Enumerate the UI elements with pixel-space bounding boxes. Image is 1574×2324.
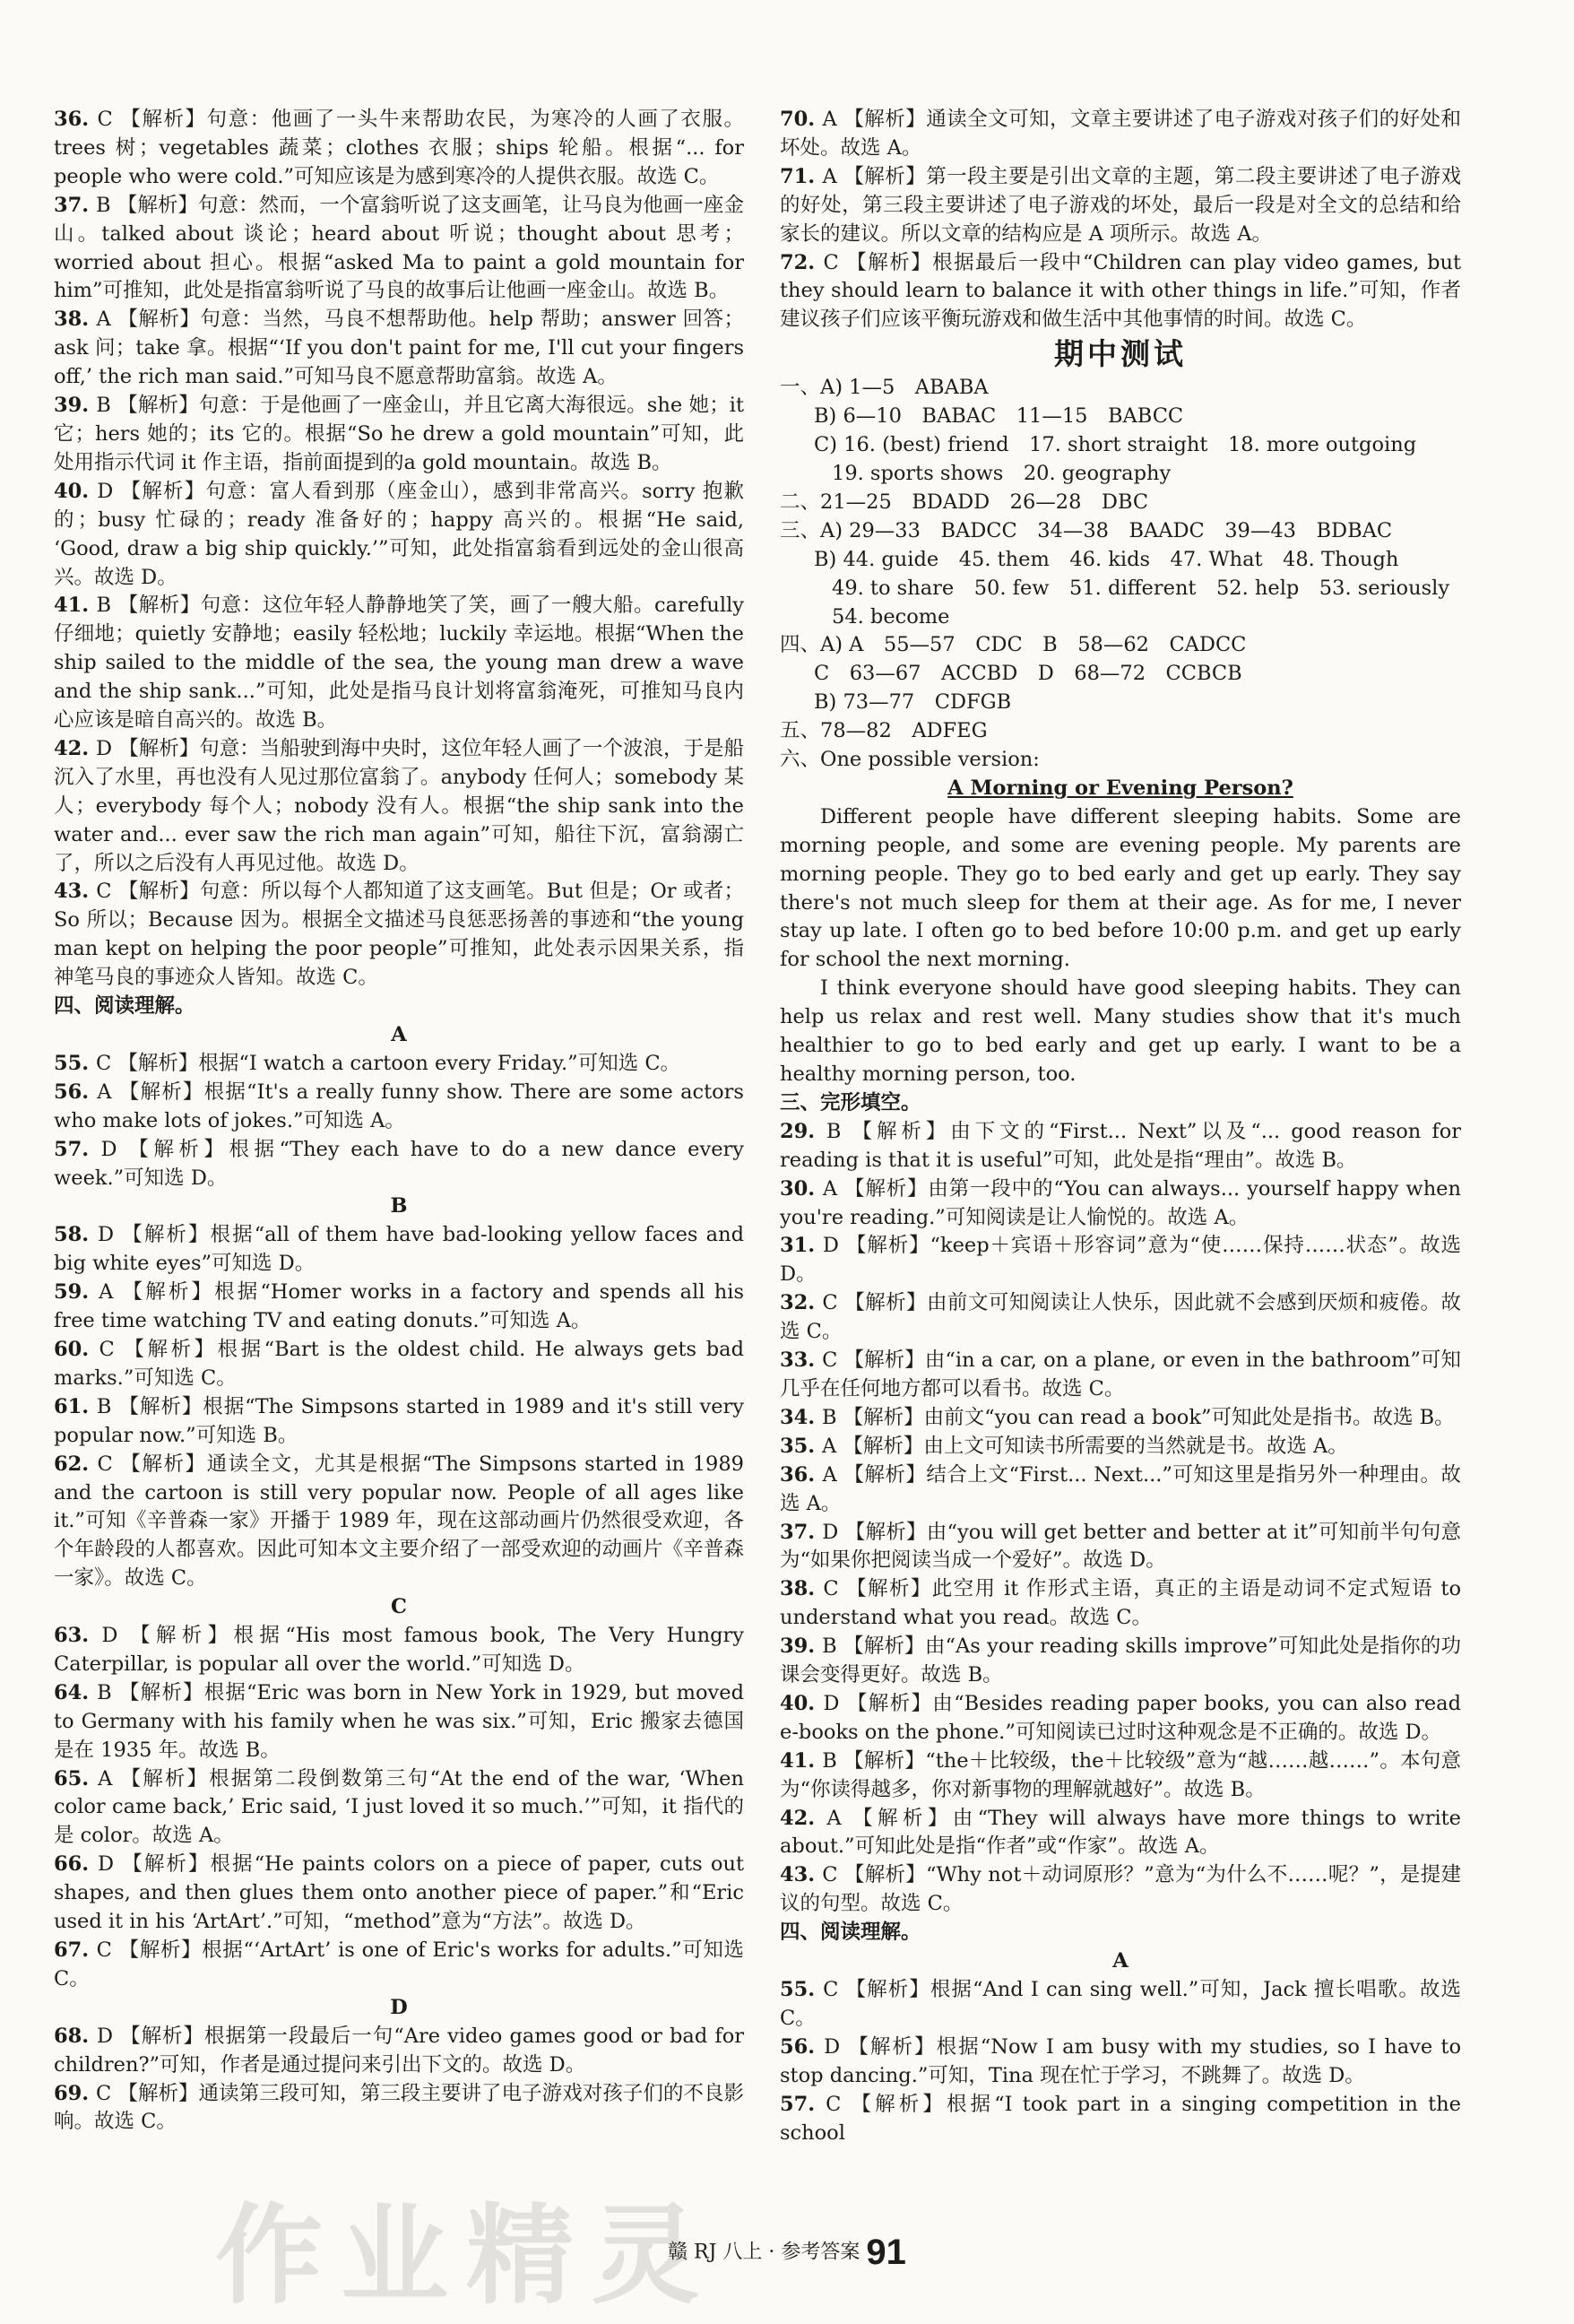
explanation-text: C 【解析】由“in a car, on a plane, or even in the bathroom”可知几乎在任何地方都可以看书。故选 C。 <box>780 1348 1461 1400</box>
essay-body <box>780 803 1461 1089</box>
answer-key-line: 19. sports shows 20. geography <box>832 461 1172 485</box>
answer-explanation <box>54 1765 744 1851</box>
question-number: 39. <box>780 1635 823 1659</box>
answer-explanation <box>780 2034 1461 2091</box>
question-number: 55. <box>780 1978 824 2001</box>
answer-explanation <box>54 735 744 879</box>
explanation-text: B 【解析】由下文的“First... Next”以及“... good reason for reading is that it is useful”可知，此处是指“理由”。故选 B。 <box>780 1119 1462 1172</box>
answer-explanation <box>54 1336 744 1393</box>
question-number: 36. <box>780 1462 823 1487</box>
answer-explanation <box>780 1633 1461 1690</box>
explanation-text: B 【解析】由“As your reading skills improve”可知此处是指你的功课会变得更好。故选 B。 <box>780 1635 1461 1687</box>
question-number: 57. <box>54 1137 101 1161</box>
answer-explanation <box>780 1232 1461 1289</box>
explanation-text: C 【解析】通读第三段可知，第三段主要讲了电子游戏对孩子们的不良影响。故选 C。 <box>54 2081 744 2134</box>
answer-explanation <box>780 106 1461 163</box>
question-number: 71. <box>780 164 823 188</box>
question-number: 37. <box>54 193 97 217</box>
explanation-text: C 【解析】根据“Bart is the oldest child. He always gets bad marks.”可知选 C。 <box>54 1337 744 1390</box>
answer-explanation <box>54 2023 744 2080</box>
question-number: 59. <box>54 1280 99 1305</box>
passage-label: B <box>390 1194 408 1218</box>
question-number: 66. <box>54 1852 99 1877</box>
question-number: 32. <box>780 1291 823 1315</box>
question-number: 68. <box>54 2024 97 2048</box>
explanation-text: A 【解析】第一段主要是引出文章的主题，第二段主要讲述了电子游戏的好处，第三段主要讲述了电子游戏的坏处，最后一段是对全文的总结和给家长的建议。所以文章的结构应是 A 项所示。故选 A。 <box>780 164 1461 246</box>
explanation-text: D 【解析】“keep＋宾语＋形容词”意为“使……保持……状态”。故选 D。 <box>780 1234 1461 1287</box>
explanation-text: D 【解析】根据“He paints colors on a piece of paper, cuts out shapes, and then glues them onto another piece of paper.”和“Eric used it in his ‘ArtArt’.”可知，“method”意为“方法”。故选 D。 <box>54 1852 744 1934</box>
explanation-text: C 【解析】句意：他画了一头牛来帮助农民，为寒冷的人画了衣服。trees 树；vegetables 蔬菜；clothes 衣服；ships 轮船。根据“... for people who were cold.”可知应该是为感到寒冷的人提供衣服。故选 C。 <box>54 108 744 188</box>
answer-key-line: B) 73—77 CDFGB <box>814 690 1012 715</box>
answer-explanation <box>54 1937 744 1994</box>
answer-explanation <box>780 1690 1461 1747</box>
answer-key-line: 二、21—25 BDADD 26—28 DBC <box>780 490 1149 514</box>
section-heading: 四、阅读理解。 <box>54 994 195 1019</box>
question-number: 29. <box>780 1119 826 1143</box>
answer-explanation <box>54 878 744 993</box>
answer-explanation <box>780 1118 1461 1175</box>
passage-label: C <box>391 1595 407 1619</box>
question-number: 33. <box>780 1348 823 1373</box>
question-number: 39. <box>54 394 97 418</box>
answer-explanation <box>780 2091 1461 2148</box>
question-number: 40. <box>780 1691 824 1715</box>
question-number: 43. <box>54 880 97 904</box>
question-number: 64. <box>54 1680 98 1704</box>
answer-explanation <box>54 192 744 307</box>
answer-explanation <box>54 1393 744 1451</box>
answer-explanation <box>780 1747 1461 1805</box>
explanation-text: D 【解析】由“you will get better and better at it”可知前半句句意为“如果你把阅读当成一个爱好”。故选 D。 <box>780 1520 1461 1573</box>
question-number: 70. <box>780 108 823 131</box>
watermark: 作业精灵 <box>215 2194 717 2319</box>
essay-paragraph: I think everyone should have good sleeping habits. They can help us relax and rest well. Many studies show that it's much healthier to go to bed early and get up early. I want to be a healthy morning person, too. <box>780 976 1461 1086</box>
question-number: 69. <box>54 2081 97 2105</box>
question-number: 41. <box>54 594 97 618</box>
explanation-text: C 【解析】根据“And I can sing well.”可知，Jack 擅长唱歌。故选 C。 <box>780 1978 1461 2030</box>
explanation-text: A 【解析】根据“Homer works in a factory and spends all his free time watching TV and eating donuts.”可知选 A。 <box>54 1280 744 1333</box>
passage-label: D <box>390 1995 408 2019</box>
question-number: 42. <box>780 1806 827 1830</box>
passage-label: A <box>1112 1949 1129 1973</box>
answer-explanation <box>54 478 744 593</box>
explanation-text: C 【解析】通读全文，尤其是根据“The Simpsons started in 1989 and the cartoon is still very popular now. People of all ages like it.”可知《辛普森一家》开播于 1989 年，现在这部动画片仍然很受欢迎，各个年龄段的人都喜欢。因此可知本文主要介绍了一部受欢迎的动画片《辛普森一家》。故选 C。 <box>54 1452 744 1591</box>
left-column <box>54 106 744 2137</box>
question-number: 62. <box>54 1452 98 1476</box>
answer-explanation <box>54 1050 744 1079</box>
explanation-text: D 【解析】根据“They each have to do a new dance every week.”可知选 D。 <box>54 1137 744 1190</box>
answer-explanation <box>54 1079 744 1136</box>
footer-label: 赣 RJ 八上 · 参考答案 <box>668 2241 861 2264</box>
explanation-text: C 【解析】“Why not＋动词原形？”意为“为什么不……呢？”，是提建议的句型。故选 C。 <box>780 1863 1461 1916</box>
passage-label: A <box>391 1023 407 1046</box>
answer-key-line: B) 6—10 BABAC 11—15 BABCC <box>814 404 1184 429</box>
explanation-text: C 【解析】根据“I watch a cartoon every Friday.”可知选 C。 <box>95 1051 681 1075</box>
answer-key-line: 四、A) A 55—57 CDC B 58—62 CADCC <box>780 633 1247 657</box>
question-number: 42. <box>54 736 96 760</box>
explanation-text: B 【解析】根据“The Simpsons started in 1989 and it's still very popular now.”可知选 B。 <box>54 1394 744 1447</box>
answer-explanation <box>54 392 744 478</box>
answer-key-line: B) 44. guide 45. them 46. kids 47. What 48. Though <box>814 547 1399 571</box>
answer-explanation <box>780 1175 1461 1233</box>
question-number: 63. <box>54 1624 102 1648</box>
answer-explanation <box>54 106 744 192</box>
question-number: 34. <box>780 1405 822 1429</box>
question-number: 65. <box>54 1766 99 1791</box>
question-number: 56. <box>780 2034 825 2059</box>
explanation-text: C 【解析】根据“I took part in a singing competition in the school <box>780 2092 1461 2145</box>
right-top-explanations <box>780 106 1461 334</box>
explanation-text: A 【解析】由“They will always have more things to write about.”可知此处是指“作者”或“作家”。故选 A。 <box>780 1806 1462 1859</box>
question-number: 67. <box>54 1938 97 1962</box>
explanation-text: B 【解析】根据“Eric was born in New York in 1929, but moved to Germany with his family when he was six.”可知，Eric 搬家去德国是在 1935 年。故选 B。 <box>54 1680 744 1762</box>
explanation-text: A 【解析】根据“It's a really funny show. There are some actors who make lots of jokes.”可知选 A。 <box>54 1080 744 1132</box>
answer-explanation <box>54 1679 744 1765</box>
right-column <box>780 106 1461 2147</box>
essay-title: A Morning or Evening Person? <box>947 776 1293 800</box>
answer-explanation <box>54 592 744 735</box>
question-number: 43. <box>780 1863 823 1887</box>
answer-explanation <box>780 1805 1461 1862</box>
section-heading: 四、阅读理解。 <box>780 1921 921 1945</box>
answer-explanation <box>780 1976 1461 2034</box>
page-number: 91 <box>866 2233 906 2272</box>
explanation-text: D 【解析】根据“Now I am busy with my studies, so I have to stop dancing.”可知，Tina 现在忙于学习，不跳舞了。故选 D。 <box>780 2034 1461 2087</box>
answer-explanation <box>54 1136 744 1193</box>
explanation-text: B 【解析】句意：这位年轻人静静地笑了笑，画了一艘大船。carefully 仔细地；quietly 安静地；easily 轻松地；luckily 幸运地。根据“When the ship sailed to the middle of the sea, the young man drew a wave and the ship sank...”可知，此处是指马良计划将富翁淹死，可推知马良内心应该是暗自高兴的。故选 B。 <box>54 594 744 733</box>
answer-key-line: 六、One possible version: <box>780 748 1040 772</box>
answer-explanation <box>780 249 1461 335</box>
question-number: 61. <box>54 1394 97 1418</box>
answer-explanation <box>780 1575 1461 1633</box>
explanation-text: D 【解析】句意：当船驶到海中央时，这位年轻人画了一个波浪，于是船沉入了水里，再也没有人见过那位富翁了。anybody 任何人；somebody 某人；everybody 每个人；nobody 没有人。根据“the ship sank into the water and... ever saw the rich man again”可知，船往下沉，富翁溺亡了，所以之后没有人再见过他。故选 D。 <box>54 736 744 875</box>
question-number: 41. <box>780 1748 823 1773</box>
answer-key-line: 一、A) 1—5 ABABA <box>780 376 989 400</box>
essay-paragraph: Different people have different sleeping habits. Some are morning people, and some are evening people. My parents are morning people. They go to bed early and get up early. They say there's not much sleep for them at their age. As for me, I never stay up late. I often go to bed before 10:00 p.m. and get up early for school the next morning. <box>780 804 1461 972</box>
explanation-text: A 【解析】根据第二段倒数第三句“At the end of the war, ‘When color came back,’ Eric said, ‘I just loved it so much.’”可知，it 指代的是 color。故选 A。 <box>54 1766 744 1848</box>
explanation-text: D 【解析】句意：富人看到那（座金山），感到非常高兴。sorry 抱歉的；busy 忙碌的；ready 准备好的；happy 高兴的。根据“He said, ‘Good, draw a big ship quickly.’”可知，此处指富翁看到远处的金山很高兴。故选 D。 <box>54 479 744 589</box>
explanation-text: A 【解析】通读全文可知，文章主要讲述了电子游戏对孩子们的好处和坏处。故选 A。 <box>780 108 1461 160</box>
answer-key-line: C 63—67 ACCBD D 68—72 CCBCB <box>814 662 1242 686</box>
answer-explanation <box>780 1519 1461 1576</box>
question-number: 40. <box>54 479 98 503</box>
answer-explanation <box>780 1289 1461 1347</box>
question-number: 60. <box>54 1337 99 1361</box>
explanation-text: A 【解析】由第一段中的“You can always... yourself happy when you're reading.”可知阅读是让人愉悦的。故选 A。 <box>780 1176 1461 1229</box>
page-footer <box>0 2233 1574 2273</box>
question-number: 30. <box>780 1176 823 1201</box>
explanation-text: C 【解析】句意：所以每个人都知道了这支画笔。But 但是；Or 或者；So 所以；Because 因为。根据全文描述马良惩恶扬善的事迹和“the young man kept on helping the poor people”可推知，此处表示因果关系，指神笔马良的事迹众人皆知。故选 C。 <box>54 880 744 990</box>
answer-explanation <box>54 1622 744 1679</box>
question-number: 38. <box>780 1577 824 1601</box>
explanation-text: B 【解析】“the＋比较级，the＋比较级”意为“越……越……”。本句意为“你读得越多，你对新事物的理解就越好”。故选 B。 <box>780 1748 1461 1801</box>
answer-explanation <box>54 1279 744 1336</box>
midterm-title: 期中测试 <box>1054 336 1187 372</box>
answer-explanation <box>54 1851 744 1937</box>
explanation-text: B 【解析】句意：然而，一个富翁听说了这支画笔，让马良为他画一座金山。talked about 谈论；heard about 听说；thought about 思考；worried about 担心。根据“asked Ma to paint a gold mountain for him”可推知，此处是指富翁听说了马良的故事后让他画一座金山。故选 B。 <box>54 193 744 303</box>
answer-explanation <box>780 1347 1461 1404</box>
question-number: 57. <box>780 2092 826 2116</box>
explanation-text: C 【解析】根据“‘ArtArt’ is one of Eric's works for adults.”可知选 C。 <box>54 1938 744 1990</box>
answer-explanation <box>780 1461 1461 1519</box>
question-number: 35. <box>780 1434 822 1458</box>
explanation-text: C 【解析】由前文可知阅读让人快乐，因此就不会感到厌烦和疲倦。故选 C。 <box>780 1291 1461 1344</box>
answer-key-line: 54. become <box>832 604 950 629</box>
question-number: 31. <box>780 1234 823 1258</box>
answer-key-line: 49. to share 50. few 51. different 52. help 53. seriously <box>832 576 1450 600</box>
explanation-text: B 【解析】句意：于是他画了一座金山，并且它离大海很远。she 她；it 它；hers 她的；its 它的。根据“So he drew a gold mountain”可知，此处用指示代词 it 作主语，指前面提到的a gold mountain。故选 B。 <box>54 394 744 474</box>
explanation-text: C 【解析】此空用 it 作形式主语，真正的主语是动词不定式短语 to understand what you read。故选 C。 <box>780 1577 1462 1630</box>
explanation-text: D 【解析】根据“His most famous book, The Very Hungry Caterpillar, is popular all over the world.”可知选 D。 <box>54 1624 745 1676</box>
right-bottom-explanations <box>780 1089 1461 2148</box>
question-number: 38. <box>54 308 97 332</box>
answer-explanation <box>780 1404 1461 1433</box>
section-heading: 三、完形填空。 <box>780 1090 921 1114</box>
midterm-answer-key <box>780 374 1461 775</box>
answer-explanation <box>54 2080 744 2138</box>
explanation-text: D 【解析】根据“all of them have bad-looking yellow faces and big white eyes”可知选 D。 <box>54 1223 744 1276</box>
answer-explanation <box>54 306 744 392</box>
question-number: 36. <box>54 108 98 131</box>
answer-explanation <box>780 1433 1461 1461</box>
answer-explanation <box>780 1861 1461 1919</box>
question-number: 72. <box>780 250 824 274</box>
answer-explanation <box>780 163 1461 249</box>
explanation-text: D 【解析】根据第一段最后一句“Are video games good or bad for children?”可知，作者是通过提问来引出下文的。故选 D。 <box>54 2024 744 2077</box>
answer-explanation <box>54 1451 744 1594</box>
answer-key-line: C) 16. (best) friend 17. short straight 18. more outgoing <box>814 433 1417 457</box>
question-number: 55. <box>54 1051 96 1075</box>
explanation-text: A 【解析】句意：当然，马良不想帮助他。help 帮助；answer 回答；ask 问；take 拿。根据“‘If you don't paint for me, I'll cut your fingers off,’ the rich man said.”可知马良不愿意帮助富翁。故选 A。 <box>54 308 744 389</box>
explanation-text: C 【解析】根据最后一段中“Children can play video games, but they should learn to balance it with other things in life.”可知，作者建议孩子们应该平衡玩游戏和做生活中其他事情的时间。故选 C。 <box>780 250 1462 332</box>
question-number: 56. <box>54 1080 98 1104</box>
explanation-text: D 【解析】由“Besides reading paper books, you can also read e-books on the phone.”可知阅读已过时这种观念是不正确的。故选 D。 <box>780 1691 1462 1744</box>
explanation-text: B 【解析】由前文“you can read a book”可知此处是指书。故选 B。 <box>821 1405 1455 1429</box>
answer-explanation <box>54 1221 744 1279</box>
explanation-text: A 【解析】结合上文“First... Next...”可知这里是指另外一种理由。故选 A。 <box>780 1462 1461 1515</box>
answer-key-line: 三、A) 29—33 BADCC 34—38 BAADC 39—43 BDBAC <box>780 518 1393 542</box>
explanation-text: A 【解析】由上文可知读书所需要的当然就是书。故选 A。 <box>821 1434 1348 1458</box>
question-number: 37. <box>780 1520 823 1544</box>
answer-key-line: 五、78—82 ADFEG <box>780 719 988 743</box>
question-number: 58. <box>54 1223 99 1247</box>
